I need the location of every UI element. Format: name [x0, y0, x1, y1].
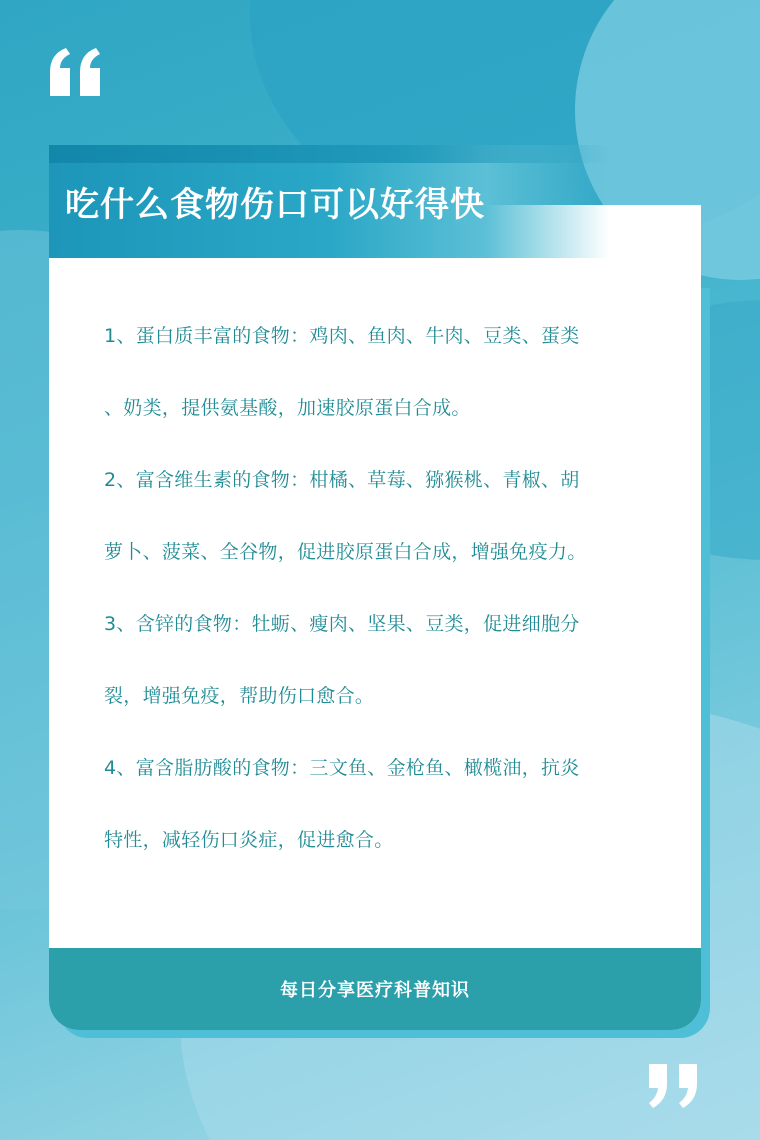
- item-line: 特性，减轻伤口炎症，促进愈合。: [104, 829, 394, 851]
- list-item: [104, 300, 644, 444]
- title-banner: [49, 145, 609, 258]
- content-card: [49, 205, 701, 1030]
- tips-list: [104, 300, 644, 876]
- item-line: 2、富含维生素的食物：柑橘、草莓、猕猴桃、青椒、胡: [104, 469, 580, 491]
- list-item: [104, 444, 644, 588]
- list-item: [104, 732, 644, 876]
- page-title: 吃什么食物伤口可以好得快: [65, 185, 485, 225]
- item-line: 、奶类，提供氨基酸，加速胶原蛋白合成。: [104, 397, 471, 419]
- item-line: 裂，增强免疫，帮助伤口愈合。: [104, 685, 375, 707]
- quote-close-icon: [645, 1062, 705, 1110]
- item-line: 3、含锌的食物：牡蛎、瘦肉、坚果、豆类，促进细胞分: [104, 613, 580, 635]
- card-footer: [49, 948, 701, 1030]
- item-line: 4、富含脂肪酸的食物：三文鱼、金枪鱼、橄榄油，抗炎: [104, 757, 580, 779]
- footer-text: 每日分享医疗科普知识: [280, 980, 470, 1001]
- item-line: 1、蛋白质丰富的食物：鸡肉、鱼肉、牛肉、豆类、蛋类: [104, 325, 580, 347]
- list-item: [104, 588, 644, 732]
- quote-open-icon: [46, 40, 106, 100]
- item-line: 萝卜、菠菜、全谷物，促进胶原蛋白合成，增强免疫力。: [104, 541, 587, 563]
